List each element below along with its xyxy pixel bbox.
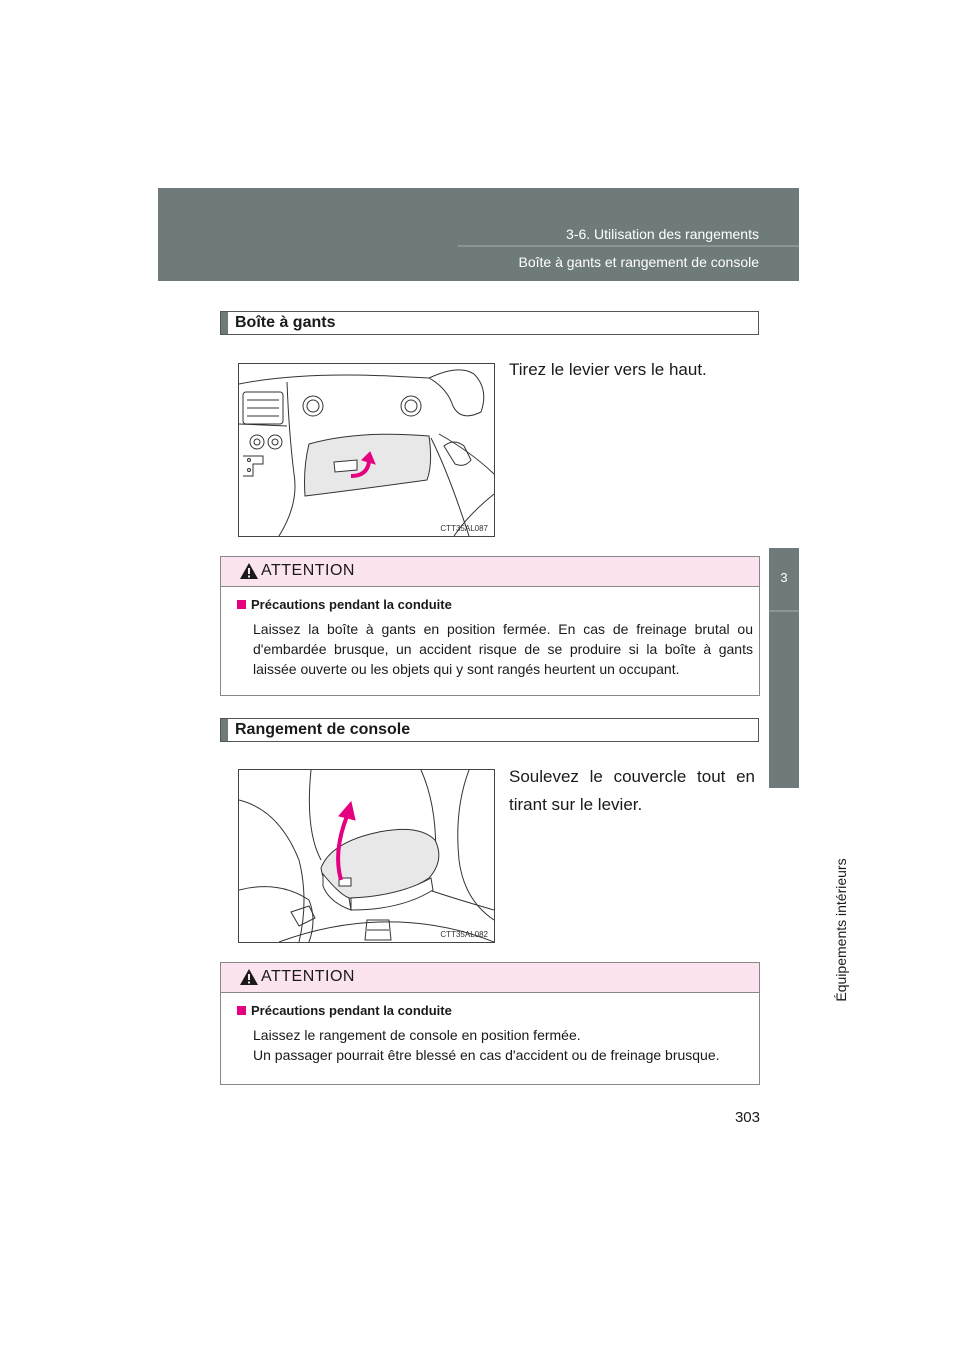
page-number: 303 [734,1109,760,1126]
attention-label: ATTENTION [261,968,355,985]
attention-heading-text: Précautions pendant la conduite [251,597,452,612]
attention-text: Laissez la boîte à gants en position fermée. En cas de freinage brutal ou d'embardée brusque, un accident risque de se produire si la boîte à gants laissée ouverte ou les objets qui y sont rangés heurtent un occupant. [253,621,753,677]
console-illustration [238,769,495,943]
attention-text-line1: Laissez le rangement de console en position fermée. [253,1027,581,1043]
warning-icon [239,562,259,580]
figure-code: CTT35AL082 [440,930,488,939]
section-title-console [220,718,759,742]
attention-heading-text: Précautions pendant la conduite [251,1003,452,1018]
section-title-text: Boîte à gants [235,314,336,331]
bullet-square-icon [237,600,246,609]
attention-body [221,993,759,1075]
section-title-text: Rangement de console [235,721,411,738]
chapter-tab [769,548,799,788]
section-title-bar [221,719,228,741]
attention-header [221,963,759,993]
attention-label: ATTENTION [261,562,355,579]
header-section: 3-6. Utilisation des rangements [566,226,759,242]
header-subsection: Boîte à gants et rangement de console [518,254,759,270]
attention-heading [237,1001,753,1021]
chapter-tab-divider [769,610,799,612]
glovebox-instruction: Tirez le levier vers le haut. [509,360,707,379]
attention-body [221,587,759,689]
attention-box-console [220,962,760,1085]
section-title-bar [221,312,228,334]
chapter-label: Équipements intérieurs [833,858,849,1002]
attention-header [221,557,759,587]
attention-heading [237,595,753,615]
glovebox-illustration [238,363,495,537]
bullet-square-icon [237,1006,246,1015]
console-instruction: Soulevez le couvercle tout en tirant sur le levier. [509,767,755,814]
attention-box-glovebox [220,556,760,696]
figure-code: CTT35AL087 [440,524,488,533]
attention-text-line2: Un passager pourrait être blessé en cas d'accident ou de freinage brusque. [253,1047,720,1063]
section-title-glovebox [220,311,759,335]
page-header [158,188,799,281]
chapter-number: 3 [780,570,788,585]
header-divider [458,245,799,247]
warning-icon [239,968,259,986]
